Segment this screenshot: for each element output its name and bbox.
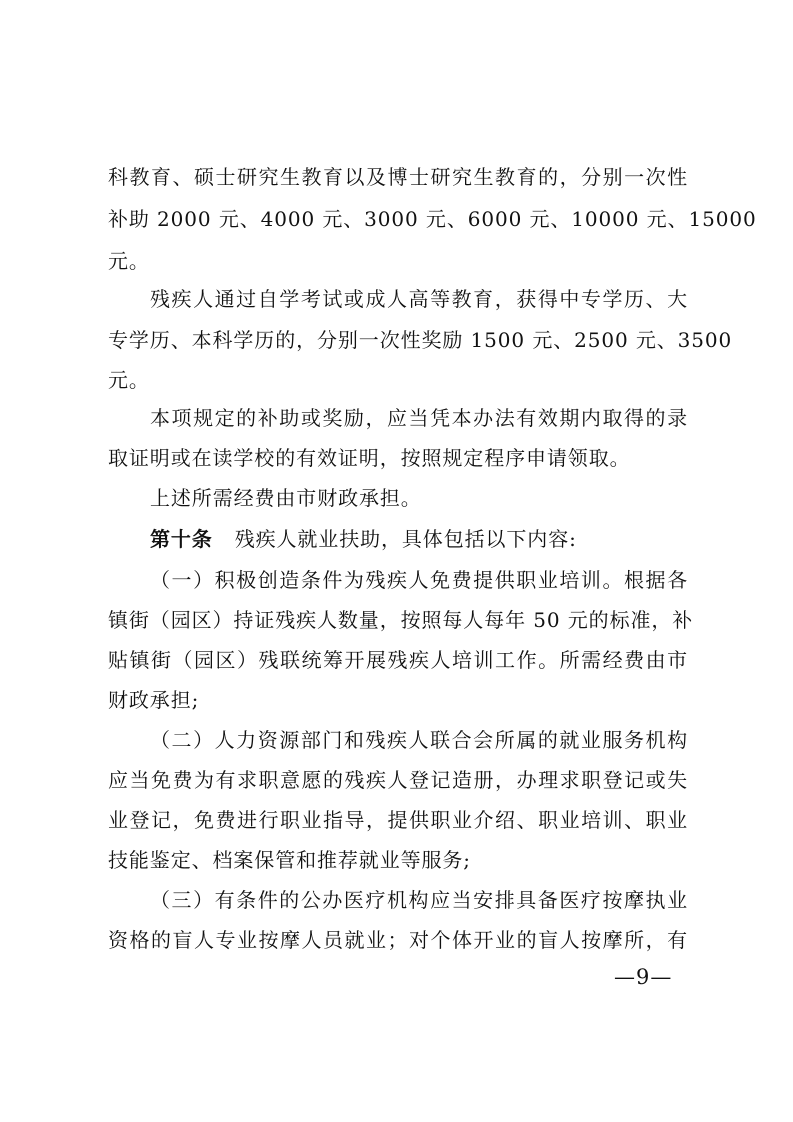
paragraph-line: 专学历、本科学历的，分别一次性奖励 1500 元、2500 元、3500 xyxy=(108,328,733,352)
page-number: —9— xyxy=(614,965,673,989)
paragraph-line: （二）人力资源部门和残疾人联合会所属的就业服务机构 xyxy=(150,728,688,752)
article-label: 第十条 xyxy=(150,527,213,551)
paragraph-line: 资格的盲人专业按摩人员就业；对个体开业的盲人按摩所，有 xyxy=(108,928,688,952)
paragraph-line: （三）有条件的公办医疗机构应当安排具备医疗按摩执业 xyxy=(150,888,688,912)
paragraph-line: 业登记，免费进行职业指导，提供职业介绍、职业培训、职业 xyxy=(108,808,688,832)
paragraph-line: 上述所需经费由市财政承担。 xyxy=(150,486,422,510)
paragraph-line: 应当免费为有求职意愿的残疾人登记造册，办理求职登记或失 xyxy=(108,768,688,792)
paragraph-line: 元。 xyxy=(108,368,150,392)
paragraph-line: 本项规定的补助或奖励，应当凭本办法有效期内取得的录 xyxy=(150,406,688,430)
paragraph-line: 技能鉴定、档案保管和推荐就业等服务; xyxy=(108,848,471,872)
paragraph-line: 取证明或在读学校的有效证明，按照规定程序申请领取。 xyxy=(108,446,631,470)
paragraph-line: （一）积极创造条件为残疾人免费提供职业培训。根据各 xyxy=(150,568,688,592)
paragraph-line: 元。 xyxy=(108,249,150,273)
article-text: 残疾人就业扶助，具体包括以下内容: xyxy=(234,527,577,551)
paragraph-line: 贴镇街（园区）残联统筹开展残疾人培训工作。所需经费由市 xyxy=(108,648,688,672)
paragraph-line: 残疾人通过自学考试或成人高等教育，获得中专学历、大 xyxy=(150,287,688,311)
paragraph-line: 镇街（园区）持证残疾人数量，按照每人每年 50 元的标准，补 xyxy=(108,608,694,632)
paragraph-line: 财政承担; xyxy=(108,688,200,712)
paragraph-line: 补助 2000 元、4000 元、3000 元、6000 元、10000 元、15000 xyxy=(108,207,757,231)
article-heading-line xyxy=(150,525,688,553)
paragraph-line: 科教育、硕士研究生教育以及博士研究生教育的，分别一次性 xyxy=(108,165,688,189)
